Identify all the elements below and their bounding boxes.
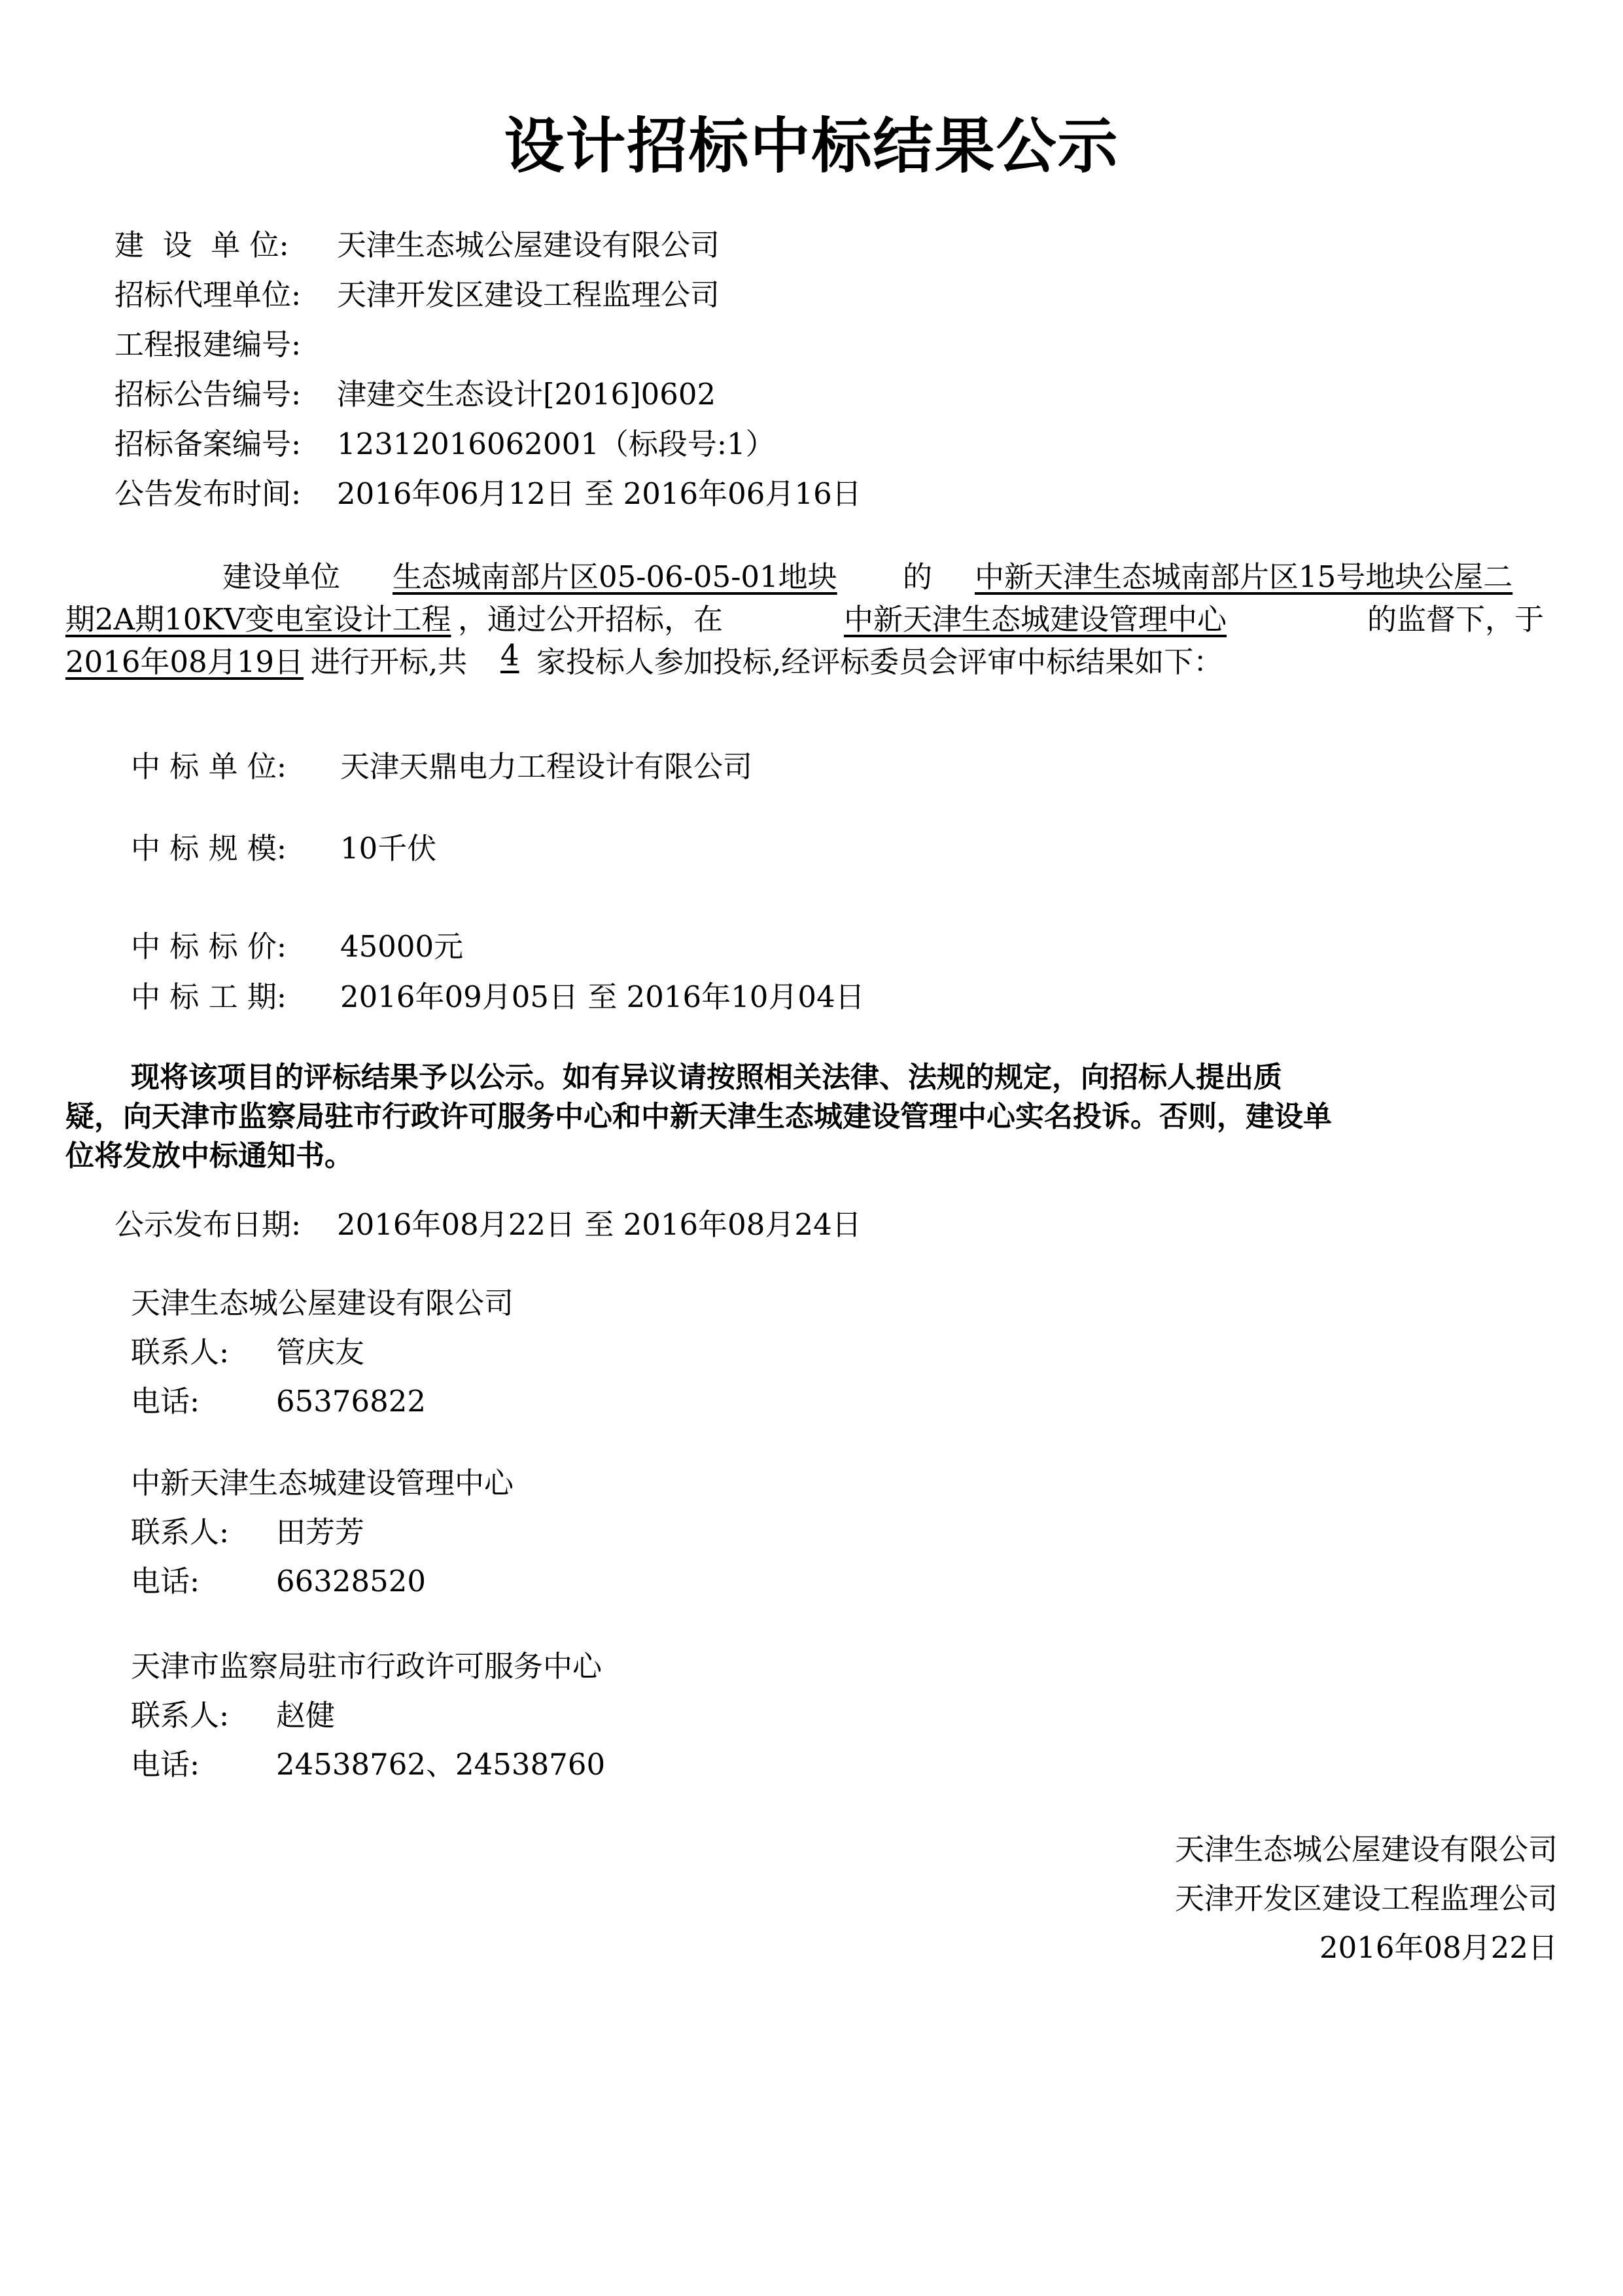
info-row-filing-no [114,419,775,469]
info-value: 津建交生态设计[2016]0602 [337,377,716,412]
info-label: 招标备案编号: [114,427,302,461]
signature-date: 2016年08月22日 [1319,1930,1558,1965]
award-label: 中 标 工 期: [131,980,287,1014]
info-label: 公告发布时间: [114,476,302,511]
info-label: 工程报建编号: [114,327,302,362]
award-label: 中 标 标 价: [131,929,287,964]
award-row-period [131,973,865,1016]
contact-label: 电话: [131,1747,200,1782]
contact-phone [131,1557,426,1600]
info-row-builder [114,221,720,270]
para-text: 建设单位 [222,559,341,594]
info-label: 招标公告编号: [114,377,302,412]
project-name-b: 期2A期10KV变电室设计工程 [65,602,451,637]
land-unit: 生态城南部片区05-06-05-01地块 [393,559,837,594]
award-row-winner [131,743,752,785]
open-date: 2016年08月19日 [65,645,304,679]
contact-value: 24538762、24538760 [276,1747,606,1782]
para-text: 进行开标,共 [311,645,468,679]
contact-phone [131,1377,426,1420]
publish-value: 2016年08月22日 至 2016年08月24日 [337,1207,862,1242]
contact-value: 赵健 [276,1698,336,1733]
bidder-count: 4 [500,638,519,673]
signature-org-2: 天津开发区建设工程监理公司 [1174,1881,1558,1916]
award-value: 45000元 [340,929,464,964]
contact-label: 联系人: [131,1515,230,1549]
para-line-1 [222,553,340,595]
contact-label: 电话: [131,1564,200,1598]
para-text: 家投标人参加投标,经评标委员会评审中标结果如下： [536,645,1223,679]
contact-value: 管庆友 [276,1335,365,1369]
contact-person [131,1328,364,1371]
page-title: 设计招标中标结果公示 [504,111,1119,181]
contact-org: 天津生态城公屋建设有限公司 [131,1286,514,1320]
contact-org: 天津市监察局驻市行政许可服务中心 [131,1649,602,1684]
contact-value: 65376822 [276,1384,427,1419]
info-row-publish-time [114,469,862,519]
info-value: 2016年06月12日 至 2016年06月16日 [337,476,862,511]
contact-label: 电话: [131,1384,200,1419]
award-row-price [131,923,463,965]
info-label: 建 设 单 位: [114,228,289,262]
info-row-announcement-no [114,370,716,419]
contact-value: 66328520 [276,1564,427,1598]
para-text: ，通过公开招标，在 [458,602,724,637]
publish-date [114,1201,862,1243]
award-value: 10千伏 [340,831,437,866]
contact-person [131,1691,335,1734]
para-text: 的 [903,559,933,594]
signature-org-1: 天津生态城公屋建设有限公司 [1174,1832,1558,1867]
award-row-scale [131,824,436,867]
contact-phone [131,1740,605,1783]
project-name-a: 中新天津生态城南部片区15号地块公屋二 [975,559,1513,594]
info-value: 天津开发区建设工程监理公司 [337,277,720,312]
contact-org: 中新天津生态城建设管理中心 [131,1466,514,1500]
contact-person [131,1508,364,1551]
info-value: 12312016062001（标段号:1） [337,427,775,461]
para-text: 的监督下，于 [1367,602,1544,637]
award-label: 中 标 规 模: [131,831,287,866]
award-value: 天津天鼎电力工程设计有限公司 [340,749,753,784]
notice-line: 位将发放中标通知书。 [65,1139,353,1173]
award-value: 2016年09月05日 至 2016年10月04日 [340,980,865,1014]
award-label: 中 标 单 位: [131,749,287,784]
publish-label: 公示发布日期: [114,1207,302,1242]
contact-label: 联系人: [131,1698,230,1733]
notice-line: 现将该项目的评标结果予以公示。如有异议请按照相关法律、法规的规定，向招标人提出质 [131,1061,1282,1094]
contact-label: 联系人: [131,1335,230,1369]
contact-value: 田芳芳 [276,1515,365,1549]
supervisor-name: 中新天津生态城建设管理中心 [844,602,1227,637]
notice-line: 疑，向天津市监察局驻市行政许可服务中心和中新天津生态城建设管理中心实名投诉。否则，建设单 [65,1100,1332,1133]
info-row-registration [114,320,337,370]
info-row-agent [114,270,720,320]
info-label: 招标代理单位: [114,277,302,312]
info-value: 天津生态城公屋建设有限公司 [337,228,720,262]
